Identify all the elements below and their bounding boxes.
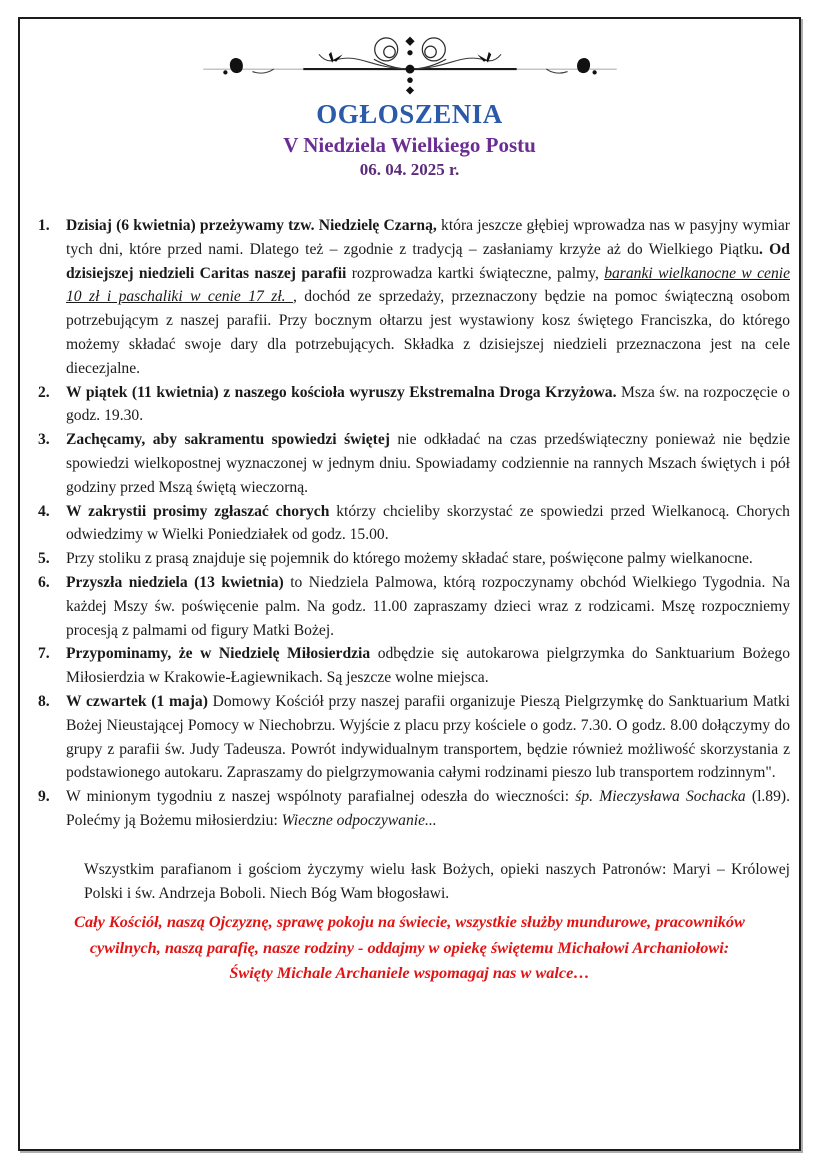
item-number: 5. <box>38 550 50 568</box>
page-date: 06. 04. 2025 r. <box>359 160 460 179</box>
flourish-divider-icon <box>130 33 690 97</box>
item-number: 6. <box>38 573 50 591</box>
announcement-item <box>38 690 790 785</box>
dedication-line-1: Cały Kościół, naszą Ojczyznę, sprawę pokoju na świecie, wszystkie służby mundurowe, pracowników cywilnych, naszą parafię, nasze rodziny - oddajmy w opiekę świętemu Michałowi Archaniołowi: <box>74 912 745 957</box>
announcement-item <box>38 500 790 548</box>
announcement-item <box>38 547 790 571</box>
item-text: W piątek (11 kwietnia) z naszego kościoła wyruszy Ekstremalna Droga Krzyżowa. Msza św. na rozpoczęcie o godz. 19.30. <box>66 383 790 425</box>
item-number: 7. <box>38 645 50 663</box>
announcements-list <box>38 214 790 833</box>
announcement-item <box>38 214 790 381</box>
item-number: 2. <box>38 383 50 401</box>
item-text: Zachęcamy, aby sakramentu spowiedzi świętej nie odkładać na czas przedświąteczny ponieważ nie będzie spowiedzi wielkopostnej wyznaczonej w jednym dniu. Spowiadamy codziennie na rannych Mszach świętych i pół godziny przed Mszą świętą wieczorną. <box>66 431 790 496</box>
item-number: 1. <box>38 217 50 234</box>
item-number: 9. <box>38 788 50 806</box>
dedication-block <box>46 909 773 986</box>
item-text: Dzisiaj (6 kwietnia) przeżywamy tzw. Niedzielę Czarną, która jeszcze głębiej wprowadza nas w pasyjny wymiar tych dni, które przed nami. Dlatego też – zgodnie z tradycją – zasłaniamy krzyże aż do Wielkiego Piątku. Od dzisiejszej niedzieli Caritas naszej parafii rozprowadza kartki świąteczne, palmy, baranki wielkanocne w cenie 10 zł i paschaliki w cenie 17 zł. , dochód ze sprzedaży, przeznaczony będzie na pomoc świąteczną osobom potrzebującym z naszej parafii. Przy bocznym ołtarzu jest wystawiony kosz świętego Franciszka, do którego możemy składać swoje dary dla potrzebujących. Składka z dzisiejszej niedzieli przeznaczona jest na cele diecezjalne. <box>66 217 790 377</box>
item-text: W czwartek (1 maja) Domowy Kościół przy naszej parafii organizuje Pieszą Pielgrzymkę do Sanktuarium Matki Bożej Nieustającej Pomocy w Niechobrzu. Wyjście z placu przy kościele o godz. 7.30. O godz. 8.00 dołączymy do grupy z parafii św. Judy Tadeusza. Powrót indywidualnym transportem, będzie również możliwość skorzystania z podstawionego autokaru. Zapraszamy do pielgrzymowania całymi rodzinami pieszo lub transportem rodzinnym". <box>66 692 790 782</box>
item-number: 8. <box>38 692 50 710</box>
announcement-item <box>38 785 790 833</box>
item-text: Przy stoliku z prasą znajduje się pojemnik do którego możemy składać stare, poświęcone palmy wielkanocne. <box>66 550 753 568</box>
dedication-line-2: Święty Michale Archaniele wspomagaj nas w walce… <box>229 963 590 983</box>
item-text: W minionym tygodniu z naszej wspólnoty parafialnej odeszła do wieczności: śp. Mieczysława Sochacka (l.89). Polećmy ją Bożemu miłosierdziu: Wieczne odpoczywanie... <box>66 788 790 829</box>
closing-blessing: Wszystkim parafianom i gościom życzymy wielu łask Bożych, opieki naszych Patronów: Maryi – Królowej Polski i św. Andrzeja Boboli. Niech Bóg Wam błogosławi. <box>84 860 790 902</box>
document-header <box>20 99 799 180</box>
page-subtitle: V Niedziela Wielkiego Postu <box>283 133 536 157</box>
item-text: W zakrystii prosimy zgłaszać chorych którzy chcieliby skorzystać ze spowiedzi przed Wielkanocą. Chorych odwiedzimy w Wielki Poniedziałek od godz. 15.00. <box>66 502 790 544</box>
item-number: 3. <box>38 431 50 449</box>
announcement-item <box>38 642 790 690</box>
announcement-item <box>38 428 790 499</box>
announcement-item <box>38 381 790 429</box>
ornament-divider <box>20 33 799 97</box>
item-text: Przypominamy, że w Niedzielę Miłosierdzia odbędzie się autokarowa pielgrzymka do Sanktuarium Bożego Miłosierdzia w Krakowie-Łagiewnikach. Są jeszcze wolne miejsca. <box>66 645 790 687</box>
page-border-frame <box>18 17 801 1151</box>
announcement-item <box>38 571 790 642</box>
item-number: 4. <box>38 502 50 520</box>
page-title: OGŁOSZENIA <box>316 99 503 129</box>
item-text: Przyszła niedziela (13 kwietnia) to Niedziela Palmowa, którą rozpoczynamy obchód Wielkiego Tygodnia. Na każdej Mszy św. poświęcenie palm. Na godz. 11.00 zapraszamy dzieci wraz z rodzicami. Mszę rozpoczniemy procesją z palmami od figury Matki Bożej. <box>66 573 790 639</box>
